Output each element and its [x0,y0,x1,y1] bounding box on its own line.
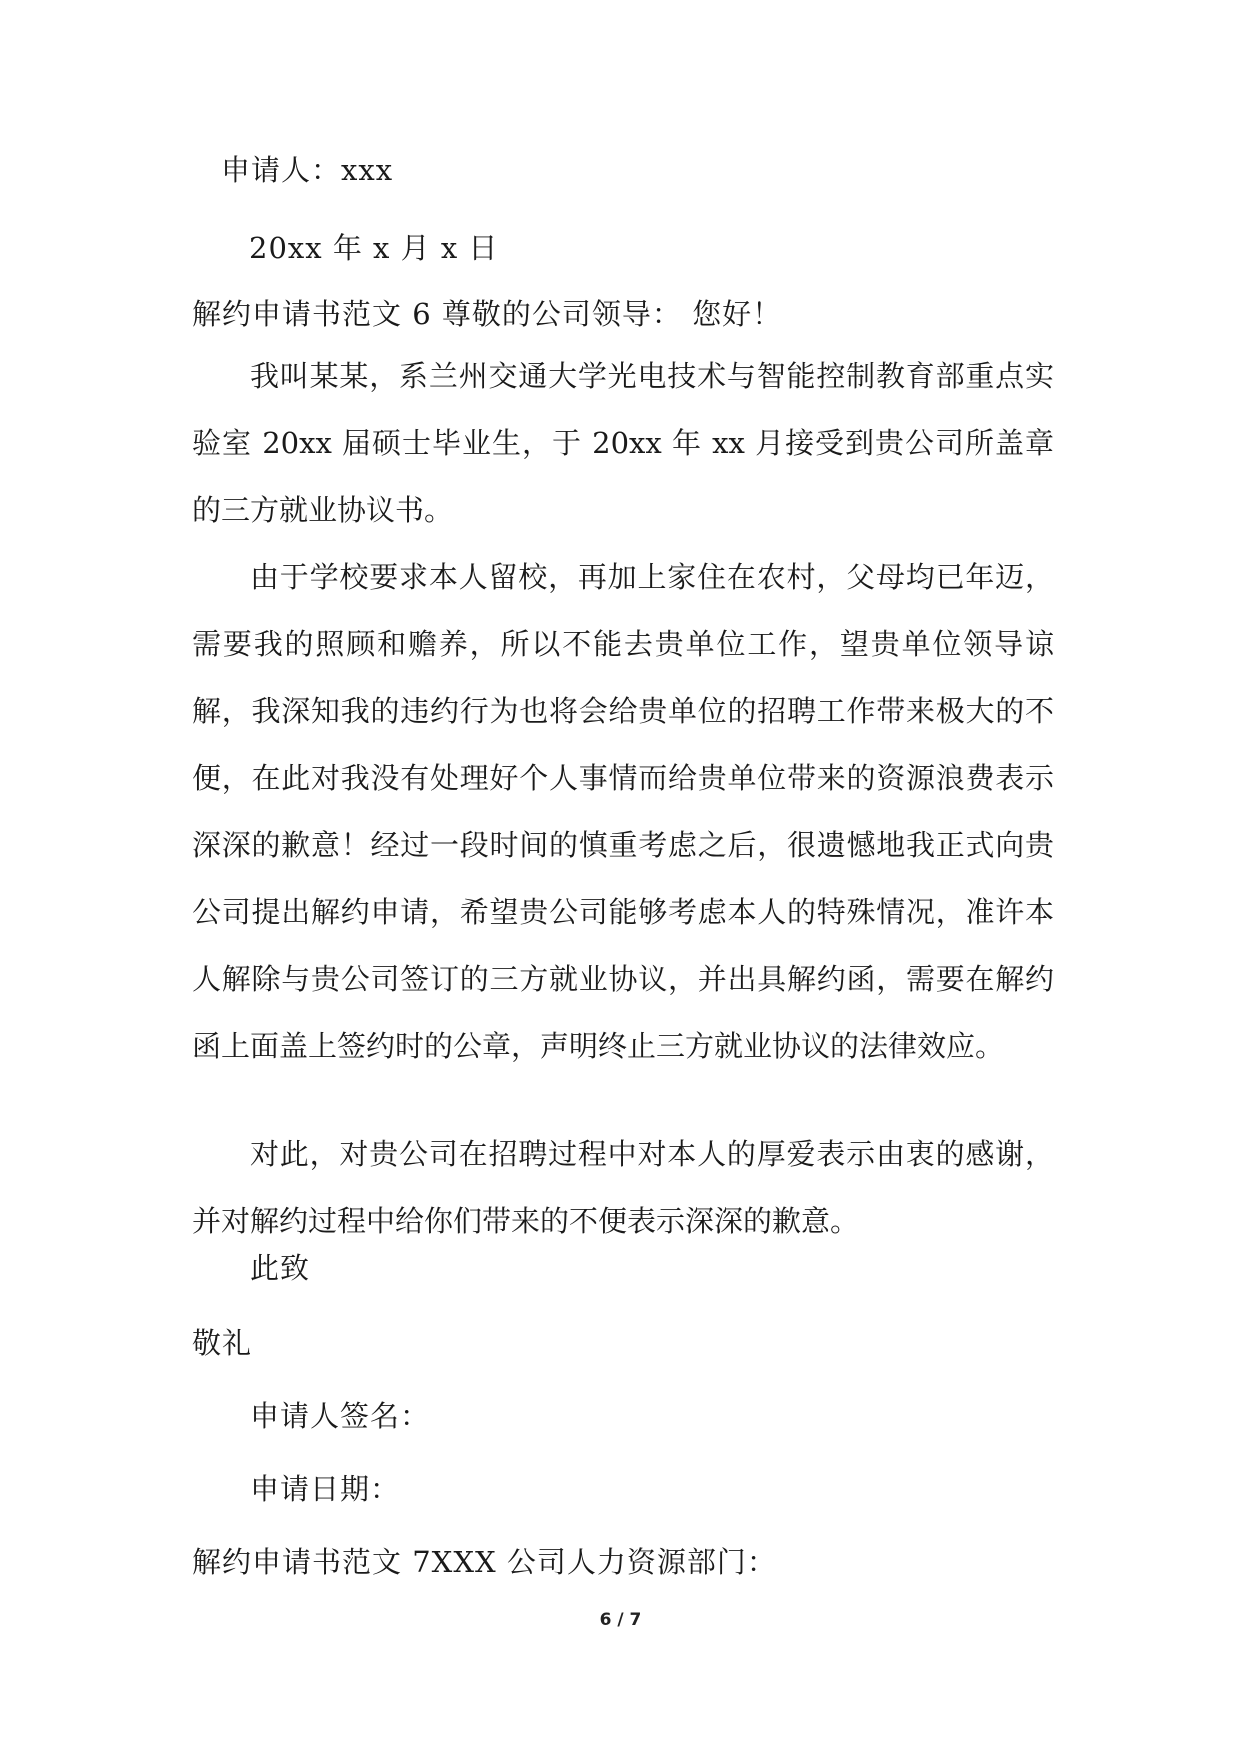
date-line: 20xx 年 x 月 x 日 [249,231,499,265]
paragraph-intro: 我叫某某，系兰州交通大学光电技术与智能控制教育部重点实验室 20xx 届硕士毕业生，于 20xx 年 xx 月接受到贵公司所盖章的三方就业协议书。 [192,359,1054,527]
sample6-heading: 解约申请书范文 6 尊敬的公司领导： 您好！ [192,297,783,331]
closing-salutation-2: 敬礼 [192,1326,253,1360]
signature-line: 申请人签名： [250,1399,431,1433]
page-number: 6 / 7 [599,1610,642,1630]
closing-salutation-1: 此致 [250,1251,311,1285]
paragraph-reason: 由于学校要求本人留校，再加上家住在农村，父母均已年迈，需要我的照顾和赡养，所以不能去贵单位工作，望贵单位领导谅解，我深知我的违约行为也将会给贵单位的招聘工作带来极大的不便，在此对我没有处理好个人事情而给贵单位带来的资源浪费表示深深的歉意！经过一段时间的慎重考虑之后，很遗憾地我正式向贵公司提出解约申请，希望贵公司能够考虑本人的特殊情况，准许本人解除与贵公司签订的三方就业协议，并出具解约函，需要在解约函上面盖上签约时的公章，声明终止三方就业协议的法律效应。 [192,560,1054,1063]
paragraph-thanks: 对此，对贵公司在招聘过程中对本人的厚爱表示由衷的感谢，并对解约过程中给你们带来的不便表示深深的歉意。 [192,1137,1054,1238]
application-date-line: 申请日期： [250,1472,401,1506]
applicant-line: 申请人：xxx [221,153,394,187]
sample7-heading: 解约申请书范文 7XXX 公司人力资源部门： [192,1545,777,1579]
